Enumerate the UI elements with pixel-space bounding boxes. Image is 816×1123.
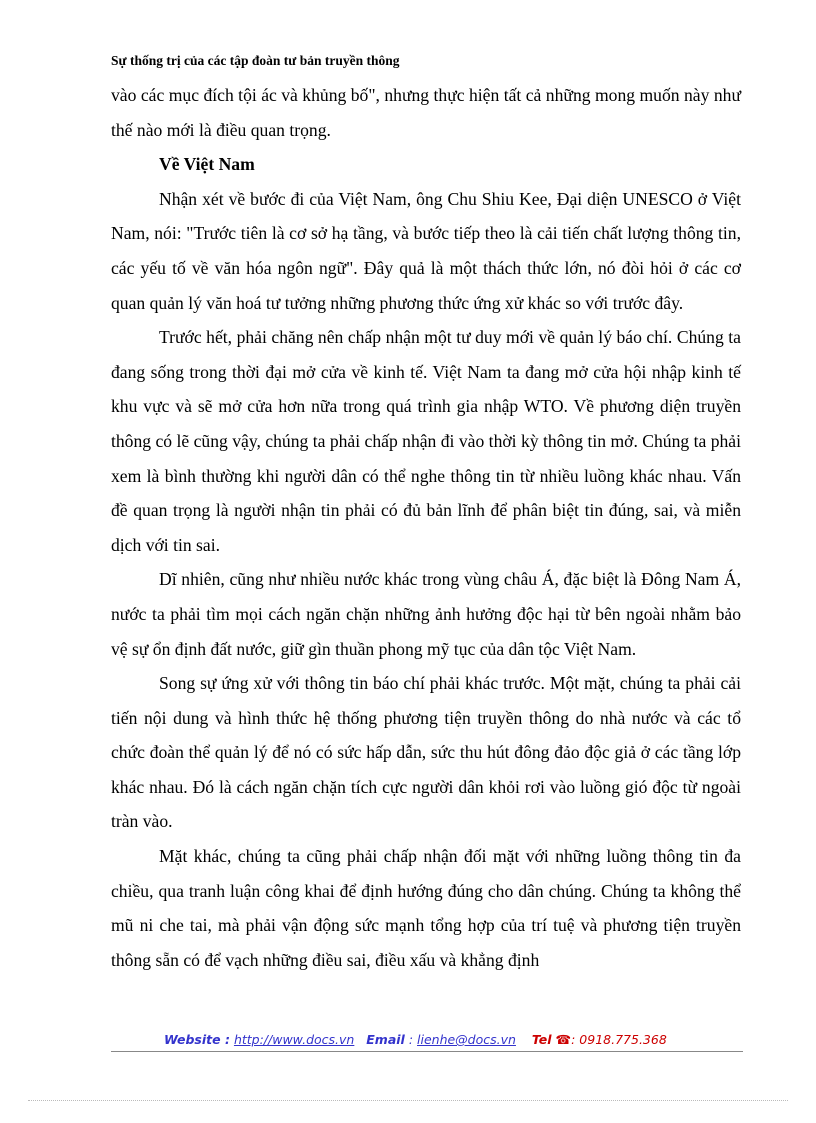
tel-label: Tel [531,1032,552,1047]
website-link[interactable]: http://www.docs.vn [233,1032,355,1047]
paragraph-5: Mặt khác, chúng ta cũng phải chấp nhận đối mặt với những luồng thông tin đa chiều, qua tranh luận công khai để định hướng đúng cho dân chúng. Chúng ta không thể mũ ni che tai, mà phải vận động sức mạnh tổng hợp của trí tuệ và phương tiện truyền thông sẵn có để vạch những điều sai, điều xấu và khẳng định [111,846,741,970]
paragraph-2: Trước hết, phải chăng nên chấp nhận một tư duy mới về quản lý báo chí. Chúng ta đang sống trong thời đại mở cửa về kinh tế. Việt Nam ta đang mở cửa hội nhập kinh tế khu vực và sẽ mở cửa hơn nữa trong quá trình gia nhập WTO. Về phương diện truyền thông có lẽ cũng vậy, chúng ta phải chấp nhận đi vào thời kỳ thông tin mở. Chúng ta phải xem là bình thường khi người dân có thể nghe thông tin từ nhiều luồng khác nhau. Vấn đề quan trọng là người nhận tin phải có đủ bản lĩnh để phân biệt tin đúng, sai, và miễn dịch với tin sai. [111,327,741,555]
running-header: Sự thống trị của các tập đoàn tư bản truyền thông [111,53,400,68]
email-link[interactable]: lienhe@docs.vn [417,1032,516,1047]
email-label: Email [366,1032,405,1047]
page-bottom-dotted-line [28,1100,788,1101]
paragraph-continued: vào các mục đích tội ác và khủng bố", nhưng thực hiện tất cả những mong muốn này như thế nào mới là điều quan trọng. [111,85,741,140]
email-separator: : [404,1032,418,1047]
paragraph-3: Dĩ nhiên, cũng như nhiều nước khác trong vùng châu Á, đặc biệt là Đông Nam Á, nước ta phải tìm mọi cách ngăn chặn những ảnh hưởng độc hại từ bên ngoài nhằm bảo vệ sự ổn định đất nước, giữ gìn thuần phong mỹ tục của dân tộc Việt Nam. [111,569,741,659]
phone-icon: ☎ [555,1032,572,1047]
paragraph-1: Nhận xét về bước đi của Việt Nam, ông Chu Shiu Kee, Đại diện UNESCO ở Việt Nam, nói: "Trước tiên là cơ sở hạ tầng, và bước tiếp theo là cải tiến chất lượng thông tin, các yếu tố về văn hóa ngôn ngữ". Đây quả là một thách thức lớn, nó đòi hỏi ở các cơ quan quản lý văn hoá tư tưởng những phương thức ứng xử khác so với trước đây. [111,188,741,313]
section-heading: Về Việt Nam [159,154,255,175]
website-label: Website : [164,1032,230,1047]
page-footer [164,1032,667,1047]
tel-value: : 0918.775.368 [571,1032,667,1047]
footer-divider [111,1051,743,1052]
paragraph-4: Song sự ứng xử với thông tin báo chí phải khác trước. Một mặt, chúng ta phải cải tiến nội dung và hình thức hệ thống phương tiện truyền thông do nhà nước và các tổ chức đoàn thể quản lý để nó có sức hấp dẫn, sức thu hút đông đảo độc giả ở các tầng lớp khác nhau. Đó là cách ngăn chặn tích cực người dân khỏi rơi vào luồng gió độc từ ngoài tràn vào. [111,673,741,832]
body-text [111,78,741,977]
